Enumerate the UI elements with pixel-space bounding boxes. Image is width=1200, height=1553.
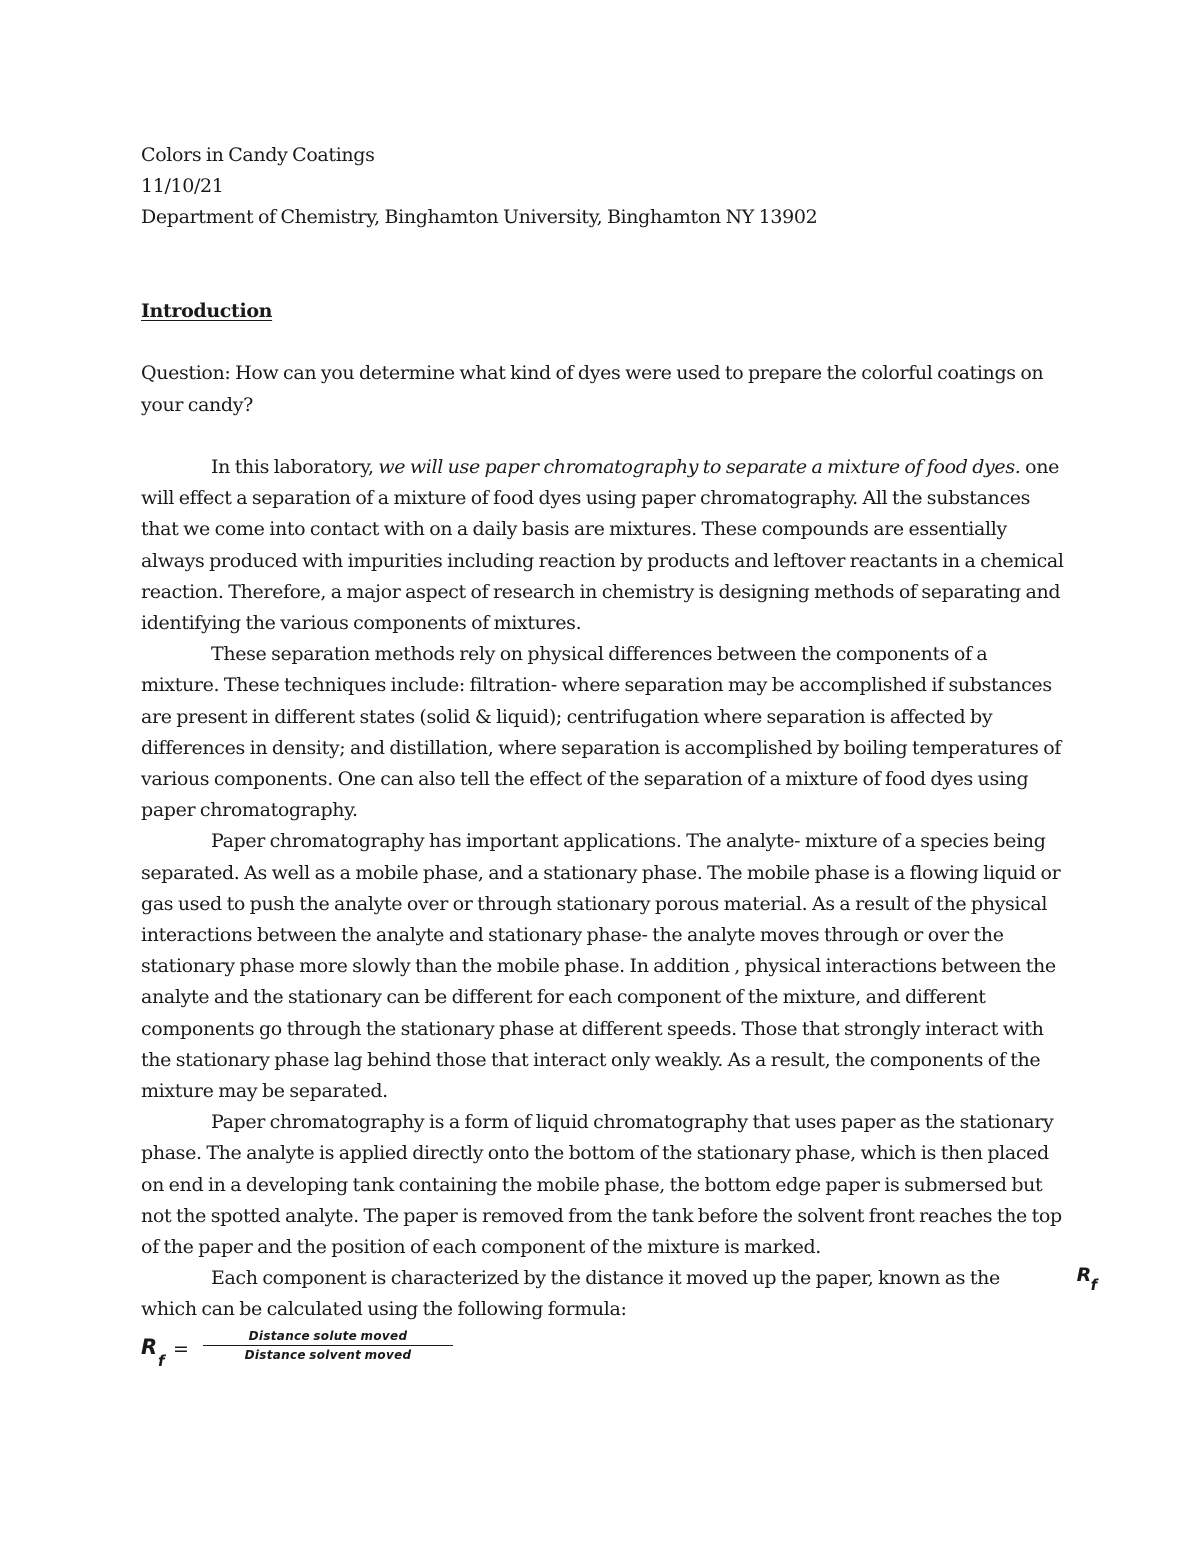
formula-equals: = (173, 1337, 189, 1360)
formula-lhs-f: f (158, 1351, 165, 1370)
section-heading-introduction: Introduction (141, 299, 273, 322)
paragraph-1 (141, 452, 1066, 639)
spacer (141, 421, 1066, 452)
document-affiliation: Department of Chemistry, Binghamton University, Binghamton NY 13902 (141, 206, 818, 229)
document-date: 11/10/21 (141, 175, 224, 198)
rf-symbol-f: f (1090, 1276, 1098, 1295)
document-page (141, 140, 1098, 1388)
paragraph-2: These separation methods rely on physical differences between the components of a mixture. These techniques include: filtration- where separation may be accomplished if substances are present in different states (solid & liquid); centrifugation where separation is affected by differences in density; and distillation, where separation is accomplished by boiling temperatures of various components. One can also tell the effect of the separation of a mixture of food dyes using paper chromatography. (141, 643, 1061, 822)
formula-numerator: Distance solute moved (203, 1328, 453, 1346)
paragraph-5 (141, 1263, 1098, 1295)
paragraph-1-emphasis: we will use paper chromatography to separate a mixture of food dyes. (378, 455, 1021, 478)
document-title: Colors in Candy Coatings (141, 144, 375, 166)
formula-lhs-r: R (141, 1334, 158, 1359)
rf-symbol (1005, 1264, 1098, 1295)
paragraph-5-tail: which can be calculated using the following formula: (141, 1298, 627, 1321)
paragraph-1-lead: In this laboratory, (211, 455, 379, 478)
spacer (141, 327, 1066, 358)
rf-formula (141, 1328, 1066, 1388)
paragraph-4: Paper chromatography is a form of liquid chromatography that uses paper as the stationary phase. The analyte is applied directly onto the bottom of the stationary phase, which is then placed on end in a developing tank containing the mobile phase, the bottom edge paper is submersed but not the spotted analyte. The paper is removed from the tank before the solvent front reaches the top of the paper and the position of each component of the mixture is marked. (141, 1111, 1062, 1259)
research-question: Question: How can you determine what kind of dyes were used to prepare the colorful coatings on your candy? (141, 362, 1044, 416)
spacer (141, 234, 1066, 265)
spacer (141, 265, 1066, 296)
paragraph-1-rest: one will effect a separation of a mixture of food dyes using paper chromatography. All the substances that we come into contact with on a daily basis are mixtures. These compounds are essentially always produced with impurities including reaction by products and leftover reactants in a chemical reaction. Therefore, a major aspect of research in chemistry is designing methods of separating and identifying the various components of mixtures. (141, 455, 1064, 634)
formula-denominator: Distance solvent moved (244, 1347, 412, 1362)
formula-fraction (203, 1328, 453, 1363)
rf-symbol-r: R (1076, 1264, 1092, 1287)
paragraph-3: Paper chromatography has important applications. The analyte- mixture of a species being separated. As well as a mobile phase, and a stationary phase. The mobile phase is a flowing liquid or gas used to push the analyte over or through stationary porous material. As a result of the physical interactions between the analyte and stationary phase- the analyte moves through or over the stationary phase more slowly than the mobile phase. In addition , physical interactions between the analyte and the stationary can be different for each component of the mixture, and different components go through the stationary phase at different speeds. Those that strongly interact with the stationary phase lag behind those that interact only weakly. As a result, the components of the mixture may be separated. (141, 830, 1061, 1103)
paragraph-5-lead: Each component is characterized by the distance it moved up the paper, known as the (211, 1267, 1000, 1290)
